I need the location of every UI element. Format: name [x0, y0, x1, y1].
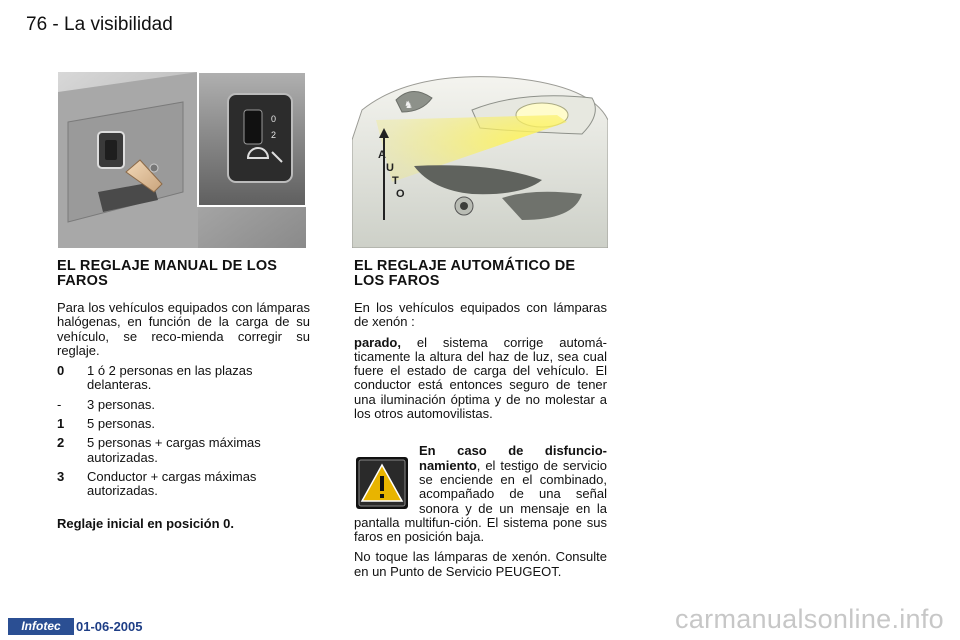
position-key: 1 — [57, 416, 65, 432]
position-item — [57, 364, 310, 393]
initial-setting-note: Reglaje inicial en posición 0. — [57, 515, 234, 531]
manual-adjustment-section — [57, 259, 310, 537]
header-separator: - — [47, 14, 65, 35]
position-list — [57, 364, 310, 498]
infotec-badge: Infotec — [8, 618, 74, 635]
position-text: Conductor + cargas máximas autorizadas. — [87, 468, 257, 499]
switch-label-0: 0 — [271, 114, 277, 124]
position-text: 3 personas. — [87, 396, 155, 412]
car-front-drawing — [352, 70, 608, 248]
automatic-adjustment-title: EL REGLAJE AUTOMÁTICO DE LOS FAROS — [354, 258, 576, 289]
malfunction-text: , el testigo de servicio se enciende en el combinado, acompañado de una señal sonora y de un mensaje en la pantalla multifun-ción. El sistema pone sus faros en posición baja. — [354, 457, 607, 545]
position-key: 2 — [57, 435, 65, 451]
position-item — [57, 470, 310, 499]
malfunction-block — [354, 444, 607, 544]
auto-letter-u: U — [386, 162, 394, 174]
page-header — [26, 14, 173, 36]
auto-letter-o: O — [396, 188, 405, 200]
watermark-site: carmanualsonline.info — [675, 604, 944, 634]
manual-adjustment-title: EL REGLAJE MANUAL DE LOS FAROS — [57, 258, 278, 289]
headlamp-switch-illustration — [58, 72, 306, 248]
stopped-label: parado, — [354, 334, 401, 350]
position-key: 0 — [57, 363, 65, 379]
auto-letter-a: A — [378, 149, 386, 161]
page-number: 76 — [26, 14, 48, 35]
xenon-headlamp-illustration — [352, 70, 608, 248]
switch-label-2: 2 — [271, 130, 277, 140]
warning-triangle-icon — [355, 456, 409, 510]
xenon-advice: No toque las lámparas de xenón. Consulte en un Punto de Servicio PEUGEOT. — [354, 549, 607, 579]
automatic-adjustment-intro: En los vehículos equipados con lámparas de xenón : — [354, 300, 607, 330]
position-item — [57, 398, 310, 412]
stopped-paragraph — [354, 336, 607, 422]
auto-letter-t: T — [392, 175, 399, 187]
stopped-text: el sistema corrige automá-ticamente la altura del haz de luz, sea cual fuere el estado de carga del vehículo. El conductor está entonces seguro de tener una iluminación óptima y de no molestar a los otros automovilistas. — [354, 334, 607, 422]
manual-adjustment-intro: Para los vehículos equipados con lámparas halógenas, en función de la carga de su vehículo, se reco-mienda corregir su reglaje. — [57, 300, 310, 358]
malfunction-label: En caso de disfuncio-namiento — [419, 443, 607, 473]
edition-date: 01-06-2005 — [76, 619, 143, 634]
position-item — [57, 417, 310, 431]
automatic-adjustment-section — [354, 259, 607, 585]
position-text: 5 personas + cargas máximas autorizadas. — [87, 435, 261, 465]
dashboard-drawing — [58, 72, 306, 248]
brand-emblem: ♞ — [404, 100, 413, 111]
position-key: 3 — [57, 468, 65, 484]
position-text: 5 personas. — [87, 416, 155, 432]
section-title: La visibilidad — [64, 14, 173, 35]
position-key: - — [57, 396, 62, 412]
position-item — [57, 436, 310, 465]
position-text: 1 ó 2 personas en las plazas delanteras. — [87, 363, 253, 393]
